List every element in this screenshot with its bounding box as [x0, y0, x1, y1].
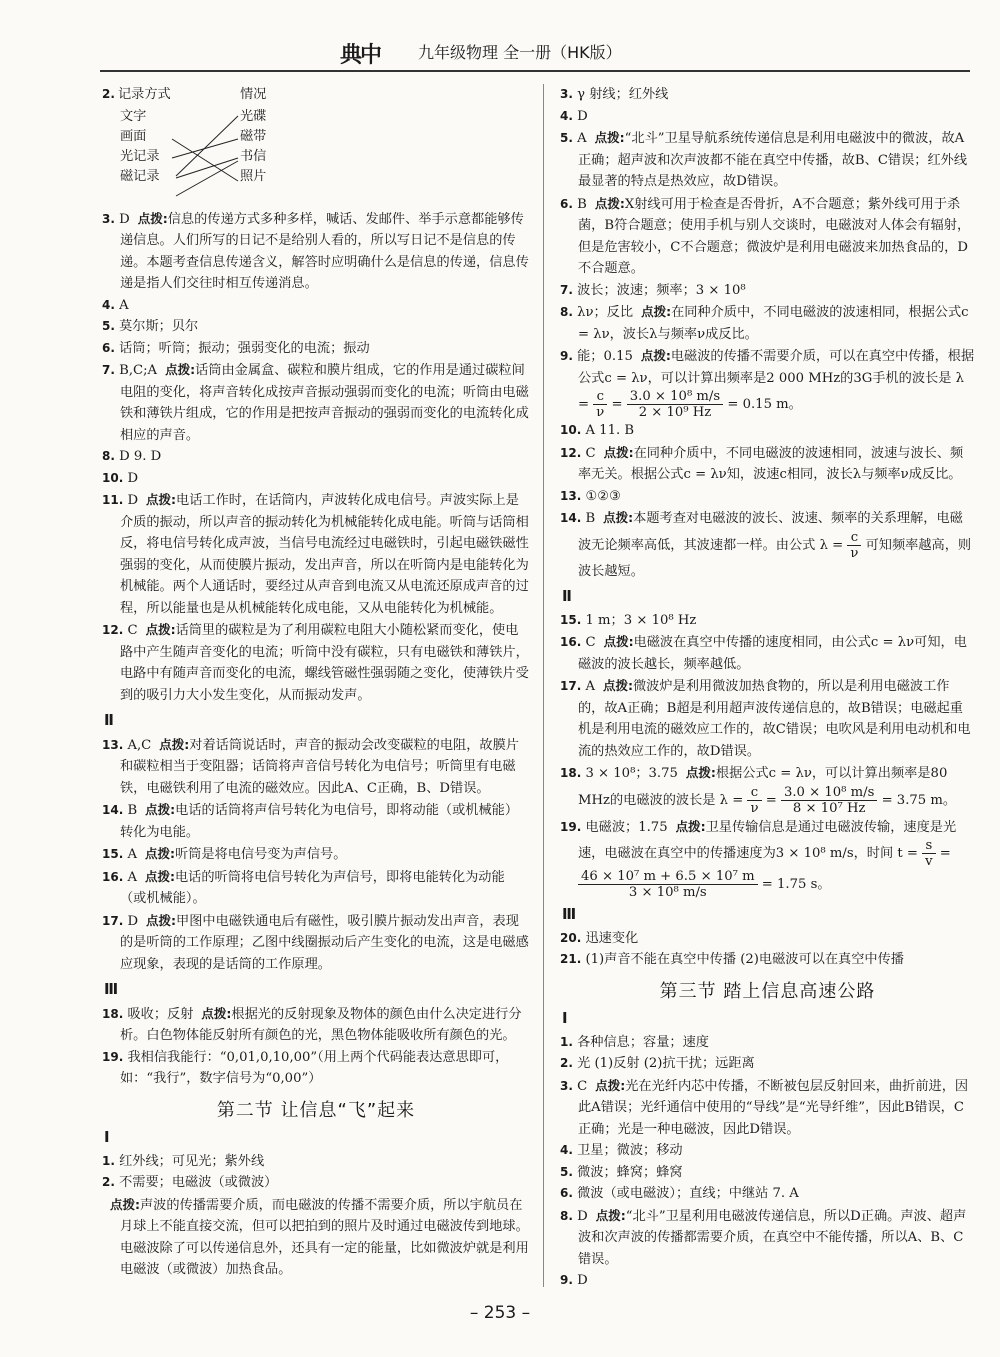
answer-item: 1. 各种信息；容量；速度 [560, 1034, 709, 1050]
level-3-mark: Ⅲ [104, 980, 119, 998]
answer-item: 12. C 点拨:话筒里的碳粒是为了利用碳粒电阻大小随松紧而变化，使电路中产生随声音变化的电流；听筒中没有碳粒，只有电磁铁和薄铁片，电路中有随声音而变化的电流，螺线管磁性强弱随之变化，使薄铁片受到的吸引力大小发生变化，从而振动发声。 [102, 622, 529, 703]
answer-item: 14. B 点拨:电话的话筒将声信号转化为电信号，即将动能（或机械能）转化为电能。 [102, 802, 519, 840]
matching-diagram [118, 86, 530, 206]
section-title-3: 第三节 踏上信息高速公路 [659, 980, 876, 1002]
answer-list-right-1 [560, 84, 975, 345]
answer-item: 2. 光 (1)反射 (2)抗干扰；远距离 [560, 1056, 755, 1071]
level-2-mark: Ⅱ [562, 587, 572, 605]
level-3-mark: Ⅲ [562, 905, 577, 923]
answer-r20: 20. 迅速变化 [560, 930, 639, 946]
answer-r16: 16. C 点拨:电磁波在真空中传播的速度相同，由公式c = λν可知，电磁波的波长越长，频率越低。 [560, 634, 967, 672]
answer-item: 19. 我相信我能行：“0,01,0,10,00”（用上两个代码能表达意思即可，如：“我行”，数字信号为“0,00”） [102, 1049, 509, 1086]
fraction: $\frac{\text{46 × 10⁷ m + 6.5 × 10⁷ m}}{\text{3 × 10⁸ m/s}}$ [578, 869, 758, 900]
section-title-2: 第二节 让信息“飞”起来 [216, 1099, 416, 1121]
answer-item: 9. D [560, 1273, 588, 1288]
answer-item: 5. 微波；蜂窝；蜂窝 [560, 1164, 683, 1180]
answer-item: 7. 波长；波速；频率；3 × 10⁸ [560, 282, 746, 298]
answer-r9: 9. 能；0.15 点拨:电磁波的传播不需要介质，可以在真空中传播，根据公式c = λν，可以计算出频率是2 000 MHz的3G手机的波长是 λ = $\frac{c}{\nu}$ = $\frac{\text{3.0 × 10⁸ m/s}}{\text{2 × 10⁹ Hz}}$ = 0.15 m。 [560, 348, 975, 420]
left-column [102, 84, 530, 1281]
answer-item: 7. B,C;A 点拨:话筒由金属盒、碳粒和膜片组成，它的作用是通过碳粒间电阻的变化，将声音转化成按声音振动强弱而变化的电流；听筒由电磁铁和薄铁片组成，它的作用是把按声音振动的强弱而变化的电流转化成相应的声音。 [102, 362, 529, 443]
answer-item: 3. C 点拨:光在光纤内芯中传播，不断被包层反射回来，曲折前进，因此A错误；光纤通信中使用的“导线”是“光导纤维”，因此B错误，C正确；光是一种电磁波，因此D错误。 [560, 1077, 969, 1137]
answer-item: 8. D 点拨:“北斗”卫星利用电磁波传递信息，所以D正确。声波、超声波和次声波的传播都需要介质，在真空中不能传播，所以A、B、C错误。 [560, 1207, 967, 1267]
answer-item: 5. 莫尔斯；贝尔 [102, 319, 199, 334]
answer-r19: 19. 电磁波；1.75 点拨:卫星传输信息是通过电磁波传输，速度是光速，电磁波在真空中的传播速度为3 × 10⁸ m/s，时间 t = $\frac{s}{v}$ = $\frac{\text{46 × 10⁷ m + 6.5 × 10⁷ m}}{\text{3 × 10⁸ m/s}}$ = 1.75 s。 [560, 818, 957, 900]
answer-item: 点拨:声波的传播需要介质，而电磁波的传播不需要介质，所以宇航员在月球上不能直接交流，但可以把拍到的照片及时通过电磁波传到地球。电磁波除了可以传递信息外，还具有一定的能量，比如微波炉就是利用电磁波（或微波）加热食品。 [110, 1196, 529, 1277]
answer-list-right-3 [560, 1032, 975, 1292]
answer-item: 6. 微波（或电磁波）；直线；中继站 7. A [560, 1186, 799, 1201]
answer-list-left-1 [102, 208, 530, 707]
match-left-4: 磁记录 [120, 168, 160, 184]
right-column [560, 84, 975, 1292]
fraction: $\frac{\text{3.0 × 10⁸ m/s}}{\text{8 × 10⁷ Hz}}$ [781, 785, 877, 816]
answer-item: 2. 不需要；电磁波（或微波） [102, 1175, 278, 1190]
level-1-mark: Ⅰ [562, 1009, 568, 1027]
match-left-3: 光记录 [120, 148, 160, 164]
answer-r14: 14. B 点拨:本题考查对电磁波的波长、波速、频率的关系理解，电磁波无论频率高低，其波速都一样。由公式 λ = $\frac{c}{\nu}$ 可知频率越高，则波长越短。 [560, 510, 972, 579]
match-right-1: 光碟 [240, 108, 267, 124]
match-right-0: 情况 [240, 86, 267, 102]
answer-item: 8. D 9. D [102, 449, 162, 464]
answer-item: 18. 吸收；反射 点拨:根据光的反射现象及物体的颜色由什么决定进行分析。白色物体能反射所有颜色的光，黑色物体能吸收所有颜色的光。 [102, 1005, 522, 1043]
answer-item: 1. 红外线；可见光；紫外线 [102, 1153, 265, 1169]
match-right-4: 照片 [240, 168, 267, 184]
answer-item: 11. D 点拨:电话工作时，在话筒内，声波转化成电信号。声波实际上是介质的振动，所以声音的振动转化为机械能转化成电能。听筒与话筒相反，将电信号转化成声波，当信号电流经过电磁铁时，引起电磁铁磁性强弱的变化，从而使膜片振动，发出声音，所以在听筒内是电能转化为机械能。两个人通话时，要经过从声音到电流又从电流还原成声音的过程，所以能量也是从机械能转化成电能，又从电能转化为机械能。 [102, 492, 529, 616]
fraction: $\frac{\text{3.0 × 10⁸ m/s}}{\text{2 × 10⁹ Hz}}$ [627, 389, 723, 420]
answer-item: 10. D [102, 470, 139, 486]
answer-item: 16. A 点拨:电话的听筒将电信号转化为声信号，即将电能转化为动能（或机械能）。 [102, 868, 505, 906]
match-right-3: 书信 [240, 148, 267, 164]
fraction: $\frac{c}{\nu}$ [847, 530, 861, 561]
answer-item: 6. B 点拨:X射线可用于检查是否骨折，A不合题意；紫外线可用于杀菌，B符合题意；使用手机与别人交谈时，电磁波对人体会有辐射，但是危害较小，C不合题意；微波炉是利用电磁波来加热食品的，D不合题意。 [560, 195, 971, 276]
answer-item: 15. A 点拨:听筒是将电信号变为声信号。 [102, 846, 347, 862]
answer-item: 3. γ 射线；红外线 [560, 87, 669, 102]
level-2-mark: Ⅱ [104, 711, 114, 729]
fraction: $\frac{c}{\nu}$ [747, 785, 761, 816]
page-header [340, 40, 1000, 66]
answer-list-left-4 [102, 1151, 530, 1281]
answer-r17: 17. A 点拨:微波炉是利用微波加热食物的，所以是利用电磁波工作的，故A正确；B超是利用超声波传递信息的，故B错误；电磁起重机是利用电流的磁效应工作的，故C错误；电吹风是利用电动机和电流的热效应工作的，故D错误。 [560, 678, 971, 759]
answer-item: 13. A,C 点拨:对着话筒说话时，声音的振动会改变碳粒的电阻，故膜片和碳粒相当于变阻器；话筒将声音信号转化为电信号；听筒里有电磁铁，电磁铁利用了电流的磁效应。因此A、C正确，B、D错误。 [102, 736, 519, 796]
match-right-2: 磁带 [240, 128, 267, 144]
level-1-mark: Ⅰ [104, 1128, 110, 1146]
answer-2: 2. 记录方式 文字 画面 光记录 磁记录 情况 光碟 磁带 书信 照片 [102, 84, 530, 206]
match-left-1: 文字 [120, 108, 147, 124]
answer-r15: 15. 1 m；3 × 10⁸ Hz [560, 612, 697, 628]
match-left-2: 画面 [120, 128, 147, 144]
answer-r13: 13. ①②③ [560, 488, 621, 504]
answer-item: 5. A 点拨:“北斗”卫星导航系统传递信息是利用电磁波中的微波，故A正确；超声波和次声波都不能在真空中传播，故B、C错误；红外线最显著的特点是热效应，故D错误。 [560, 130, 968, 189]
answer-list-left-3 [102, 1003, 530, 1090]
answer-item: 17. D 点拨:甲图中电磁铁通电后有磁性，吸引膜片振动发出声音，表现的是听筒的工作原理；乙图中线圈振动后产生变化的电流，这是电磁感应现象，表现的是话筒的工作原理。 [102, 912, 529, 972]
answer-r21: 21. (1)声音不能在真空中传播 (2)电磁波可以在真空中传播 [560, 952, 904, 967]
answer-item: 4. 卫星；微波；移动 [560, 1143, 683, 1158]
answer-list-left-2 [102, 734, 530, 976]
answer-r18: 18. 3 × 10⁸；3.75 点拨:根据公式c = λν，可以计算出频率是80 MHz的电磁波的波长是 λ = $\frac{c}{\nu}$ = $\frac{\text{3.0 × 10⁸ m/s}}{\text{8 × 10⁷ Hz}}$ = 3.75 m。 [560, 765, 957, 816]
answer-item: 8. λν；反比 点拨:在同种介质中，不同电磁波的波速相同，根据公式c = λν，波长λ与频率ν成反比。 [560, 304, 969, 342]
answer-r12: 12. C 点拨:在同种介质中，不同电磁波的波速相同，波速与波长、频率无关。根据公式c = λν知，波速c相同，波长λ与频率ν成反比。 [560, 444, 964, 482]
page-number: – 253 – [469, 1303, 531, 1323]
book-title: 九年级物理 全一册（HK版） [418, 43, 622, 62]
column-divider [543, 84, 544, 1287]
answer-item: 3. D 点拨:信息的传递方式多种多样，喊话、发邮件、举手示意都能够传递信息。人们所写的日记不是给别人看的，所以写日记不是信息的传递。本题考查信息传递含义，解答时应明确什么是信息的传递，信息传递是指人们交往时相互传递消息。 [102, 210, 529, 291]
header-rule [100, 70, 970, 72]
answer-item: 6. 话筒；听筒；振动；强弱变化的电流；振动 [102, 340, 370, 356]
fraction: $\frac{c}{\nu}$ [593, 389, 607, 420]
book-logo: 典中 [340, 43, 381, 68]
answer-r10: 10. A 11. B [560, 423, 635, 438]
answer-item: 4. A [102, 297, 129, 313]
match-left-0: 记录方式 [118, 86, 171, 102]
answer-item: 4. D [560, 108, 588, 124]
fraction: $\frac{s}{v}$ [922, 838, 935, 869]
